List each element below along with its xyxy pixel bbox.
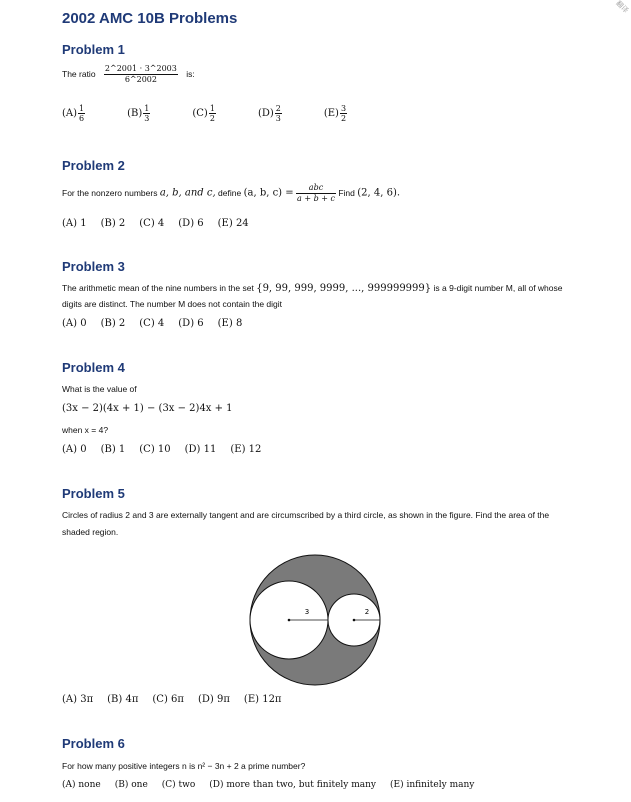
problem-5-heading: Problem 5 xyxy=(62,486,125,501)
problem-4-choices xyxy=(62,444,275,455)
circles-figure xyxy=(245,550,385,690)
choice-fraction xyxy=(275,104,296,123)
problem-3-heading: Problem 3 xyxy=(62,259,125,274)
large-center-dot xyxy=(288,619,291,622)
choice-label: (B) xyxy=(127,108,143,119)
problem-1-fraction-num: 2^2001 · 3^2003 xyxy=(104,64,177,73)
problem-2-statement xyxy=(62,183,400,204)
choice-fraction xyxy=(143,104,164,123)
problem-1-choice-b xyxy=(127,104,178,123)
problem-5-line-2: shaded region. xyxy=(62,527,119,537)
problem-3-set: {9, 99, 999, 9999, ..., 999999999} xyxy=(256,283,432,294)
problem-6-choices xyxy=(62,780,488,790)
problem-3-choice-c: (C) 4 xyxy=(139,318,165,329)
choice-fraction xyxy=(209,104,230,123)
problem-3-choices xyxy=(62,318,256,329)
problem-5-choice-a: (A) 3π xyxy=(62,694,94,705)
problem-1-heading: Problem 1 xyxy=(62,42,125,57)
choice-fraction-num: 1 xyxy=(79,104,85,113)
page-title: 2002 AMC 10B Problems xyxy=(62,10,238,27)
problem-5-choices xyxy=(62,694,296,705)
choice-fraction xyxy=(340,104,361,123)
problem-2-choices xyxy=(62,218,263,229)
problem-1-text-before: The ratio xyxy=(62,69,96,80)
choice-fraction-num: 1 xyxy=(209,104,215,113)
problem-4-choice-b: (B) 1 xyxy=(100,444,126,455)
problem-4-heading: Problem 4 xyxy=(62,360,125,375)
problem-1-choice-d xyxy=(258,104,310,123)
problem-1-statement xyxy=(62,64,195,85)
problem-6-choice-b: (B) one xyxy=(114,780,148,790)
choice-fraction-den: 6 xyxy=(79,114,85,123)
small-center-dot xyxy=(353,619,356,622)
problem-4-choice-e: (E) 12 xyxy=(230,444,262,455)
problem-3-choice-e: (E) 8 xyxy=(217,318,243,329)
problem-5-choice-d: (D) 9π xyxy=(197,694,230,705)
problem-1-choice-e xyxy=(324,104,375,123)
problem-2-choice-a: (A) 1 xyxy=(62,218,87,229)
problem-2-vars: a, b, and c, xyxy=(159,187,216,199)
problem-6-line-1: For how many positive integers n is n² − 3n + 2 a prime number? xyxy=(62,761,306,771)
problem-4-line-3: when x = 4? xyxy=(62,425,109,435)
problem-4-line-1: What is the value of xyxy=(62,384,137,394)
problem-3-line-1a: The arithmetic mean of the nine numbers in the set xyxy=(62,283,254,293)
problem-2-choice-c: (C) 4 xyxy=(139,218,165,229)
large-radius-label: 3 xyxy=(304,608,310,616)
problem-6-choice-c: (C) two xyxy=(161,780,196,790)
problem-1-fraction-den: 6^2002 xyxy=(124,75,157,84)
choice-label: (D) xyxy=(257,108,274,119)
problem-1-choices xyxy=(62,104,389,123)
problem-1-text-after: is: xyxy=(186,69,195,80)
problem-2-text-b: define xyxy=(218,188,242,199)
problem-4-expression: (3x − 2)(4x + 1) − (3x − 2)4x + 1 xyxy=(62,403,233,414)
problem-4-choice-a: (A) 0 xyxy=(62,444,87,455)
problem-3-choice-b: (B) 2 xyxy=(100,318,126,329)
problem-1-fraction xyxy=(104,64,178,85)
choice-fraction-den: 3 xyxy=(144,114,150,123)
choice-fraction xyxy=(78,104,99,123)
choice-fraction-den: 2 xyxy=(209,114,215,123)
problem-4-choice-c: (C) 10 xyxy=(139,444,171,455)
problem-2-arg: (2, 4, 6). xyxy=(357,187,401,199)
problem-2-fraction xyxy=(296,183,336,204)
choice-label: (A) xyxy=(62,108,78,119)
problem-6-choice-e: (E) infinitely many xyxy=(390,780,475,790)
choice-fraction-den: 3 xyxy=(275,114,281,123)
choice-fraction-den: 2 xyxy=(340,114,347,123)
problem-5-choice-b: (B) 4π xyxy=(107,694,139,705)
problem-3-line-1 xyxy=(62,283,563,296)
problem-3-choice-d: (D) 6 xyxy=(178,318,204,329)
problem-6-choice-a: (A) none xyxy=(62,780,101,790)
problem-2-fraction-den: a + b + c xyxy=(297,194,335,203)
problem-1-choice-a xyxy=(62,104,113,123)
problem-2-text-c: Find xyxy=(338,188,355,199)
small-radius-label: 2 xyxy=(364,608,370,616)
problem-2-choice-d: (D) 6 xyxy=(178,218,204,229)
problem-3-line-1b: is a 9-digit number M, all of whose xyxy=(433,283,563,293)
problem-2-choice-e: (E) 24 xyxy=(217,218,249,229)
problem-5-line-1: Circles of radius 2 and 3 are externally tangent and are circumscribed by a third circle, as shown in the figure. Find the area of the xyxy=(62,510,550,520)
choice-fraction-num: 1 xyxy=(144,104,150,113)
problem-3-choice-a: (A) 0 xyxy=(62,318,87,329)
problem-2-choice-b: (B) 2 xyxy=(100,218,126,229)
problem-4-choice-d: (D) 11 xyxy=(184,444,217,455)
problem-6-choice-d: (D) more than two, but finitely many xyxy=(209,780,376,790)
problem-1-choice-c xyxy=(192,104,244,123)
choice-fraction-num: 2 xyxy=(275,104,281,113)
problem-2-lhs: (a, b, c) = xyxy=(243,187,294,199)
problem-5-choice-e: (E) 12π xyxy=(243,694,282,705)
choice-label: (E) xyxy=(323,108,339,119)
problem-3-line-2: digits are distinct. The number M does not contain the digit xyxy=(62,299,283,309)
problem-2-text-a: For the nonzero numbers xyxy=(62,188,158,199)
problem-2-heading: Problem 2 xyxy=(62,158,125,173)
choice-label: (C) xyxy=(192,108,208,119)
problem-2-fraction-num: abc xyxy=(296,183,336,194)
corner-mark: 翻译 xyxy=(614,0,630,15)
problem-6-heading: Problem 6 xyxy=(62,736,125,751)
choice-fraction-num: 3 xyxy=(340,104,347,113)
problem-5-choice-c: (C) 6π xyxy=(152,694,184,705)
